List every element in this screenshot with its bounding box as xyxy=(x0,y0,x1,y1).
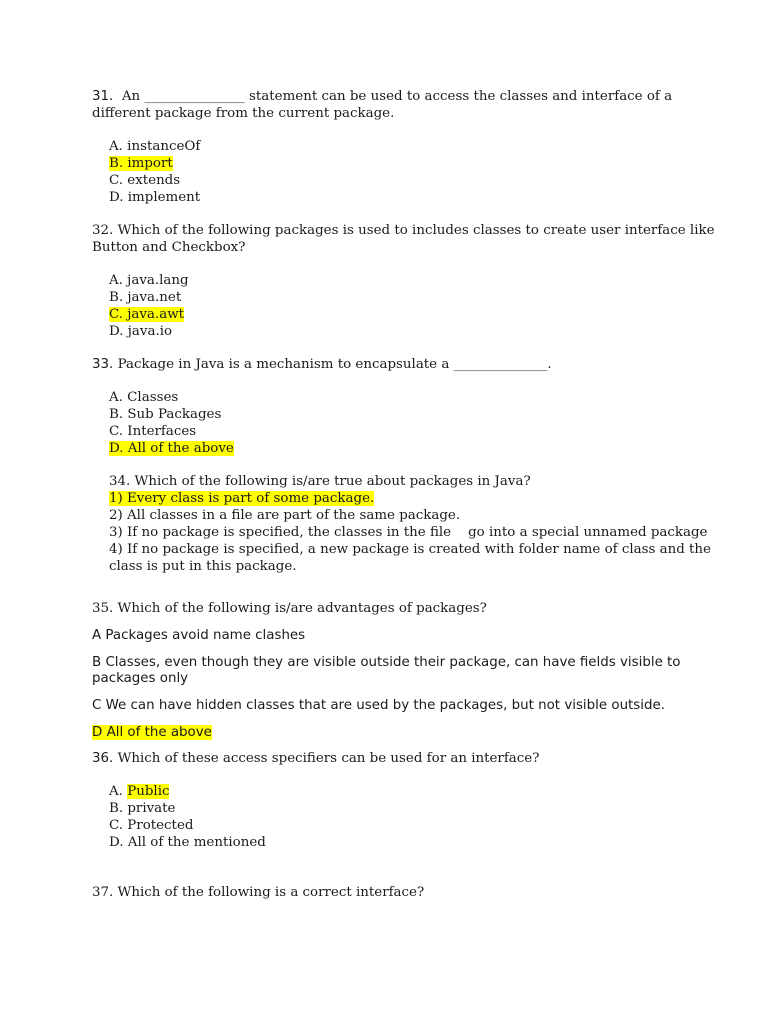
question-36-text: Which of these access specifiers can be used for an interface? xyxy=(117,751,540,766)
q31-option-d: D. implement xyxy=(109,190,201,205)
q35-answer-a: A Packages avoid name clashes xyxy=(92,628,306,643)
question-31-text-cont: different package from the current package. xyxy=(92,106,395,121)
q33-option-b: B. Sub Packages xyxy=(109,407,222,422)
q31-option-b-highlight: B. import xyxy=(109,156,173,171)
q36-option-a-prefix: A. xyxy=(109,784,123,799)
question-31 xyxy=(92,89,672,105)
q31-option-c: C. extends xyxy=(109,173,181,188)
q34-statement-4: 4) If no package is specified, a new package is created with folder name of class and the xyxy=(109,542,711,557)
q34-statement-1 xyxy=(109,491,374,507)
q32-option-d: D. java.io xyxy=(109,324,173,339)
q35-answer-d xyxy=(92,725,212,741)
question-31-number: 31. xyxy=(92,89,114,104)
question-32-text-cont: Button and Checkbox? xyxy=(92,240,246,255)
q35-answer-b: B Classes, even though they are visible outside their package, can have fields visible to xyxy=(92,655,681,670)
q32-option-a: A. java.lang xyxy=(109,273,189,288)
q35-answer-d-highlight: D All of the above xyxy=(92,725,212,740)
q32-option-b: B. java.net xyxy=(109,290,182,305)
question-35: 35. Which of the following is/are advantages of packages? xyxy=(92,601,487,616)
question-33 xyxy=(92,357,552,373)
question-32-number: 32. xyxy=(92,223,114,238)
q31-option-b xyxy=(109,156,173,172)
q33-option-a: A. Classes xyxy=(109,390,179,405)
q34-statement-4-cont: class is put in this package. xyxy=(109,559,297,574)
question-31-text: An _______________ statement can be used to access the classes and interface of a xyxy=(121,89,673,104)
question-36 xyxy=(92,751,539,767)
q36-option-b: B. private xyxy=(109,801,176,816)
question-32-text: Which of the following packages is used to includes classes to create user interface like xyxy=(117,223,715,238)
question-33-text: Package in Java is a mechanism to encapsulate a ______________. xyxy=(117,357,552,372)
q34-statement-2: 2) All classes in a file are part of the same package. xyxy=(109,508,461,523)
q33-option-c: C. Interfaces xyxy=(109,424,197,439)
question-33-number: 33. xyxy=(92,357,114,372)
q35-answer-b-cont: packages only xyxy=(92,671,189,686)
q31-option-a: A. instanceOf xyxy=(109,139,201,154)
question-37: 37. Which of the following is a correct interface? xyxy=(92,885,425,900)
q36-option-a-highlight: Public xyxy=(127,784,170,799)
question-34: 34. Which of the following is/are true about packages in Java? xyxy=(109,474,531,489)
q36-option-c: C. Protected xyxy=(109,818,194,833)
q33-option-d xyxy=(109,441,234,457)
q36-option-a xyxy=(109,784,169,800)
q33-option-d-highlight: D. All of the above xyxy=(109,441,234,456)
q32-option-c-highlight: C. java.awt xyxy=(109,307,185,322)
q32-option-c xyxy=(109,307,184,323)
q36-option-d: D. All of the mentioned xyxy=(109,835,266,850)
question-36-number: 36. xyxy=(92,751,114,766)
question-32 xyxy=(92,223,715,239)
q34-statement-3: 3) If no package is specified, the classes in the file go into a special unnamed package xyxy=(109,525,708,540)
q35-answer-c: C We can have hidden classes that are used by the packages, but not visible outside. xyxy=(92,698,665,713)
q34-statement-1-highlight: 1) Every class is part of some package. xyxy=(109,491,375,506)
